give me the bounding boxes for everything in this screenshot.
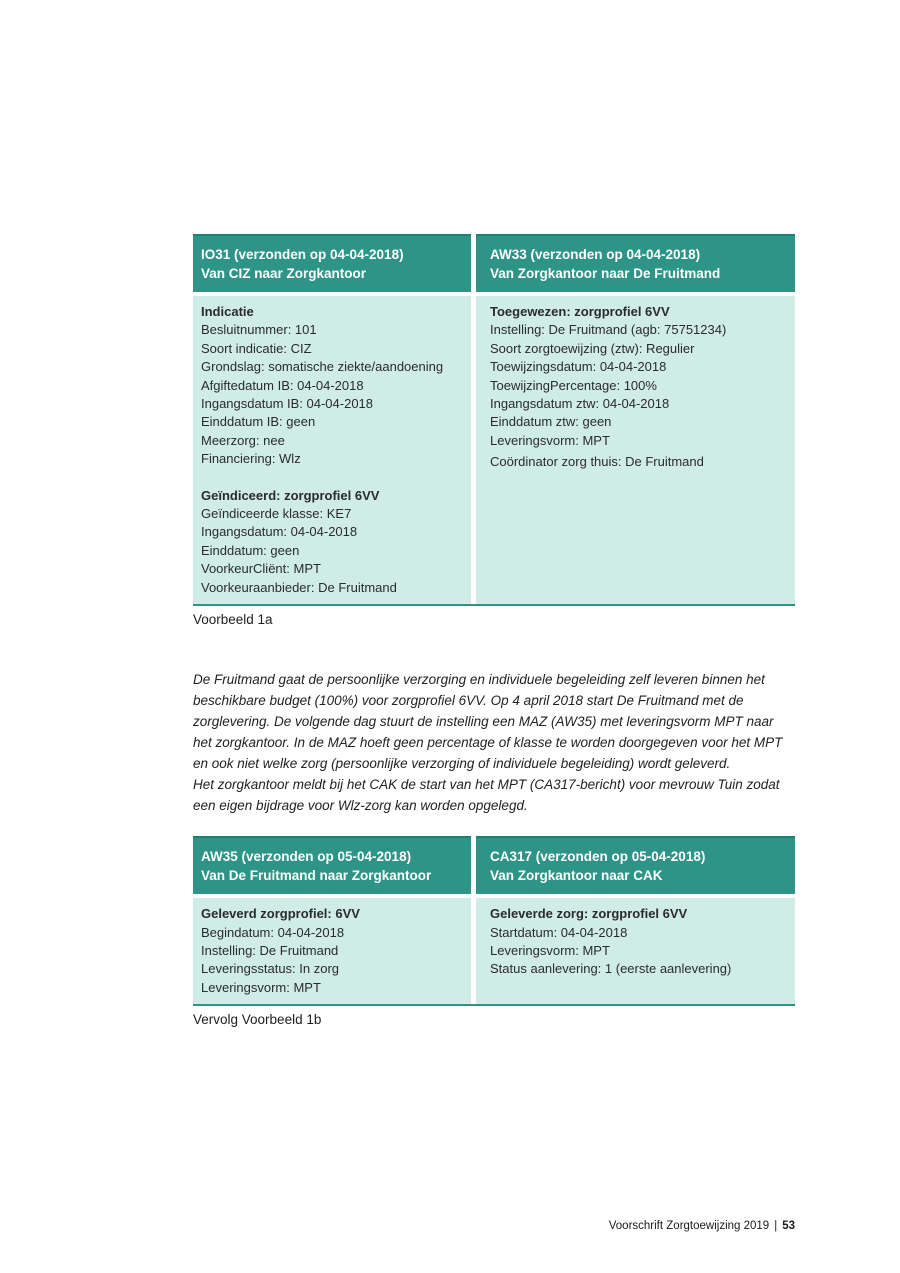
field-line: Leveringsvorm: MPT: [201, 979, 321, 995]
field-line: Ingangsdatum ztw: 04-04-2018: [490, 396, 670, 412]
message-header-cell: [193, 234, 471, 292]
field-line: Soort zorgtoewijzing (ztw): Regulier: [490, 340, 695, 356]
field-line: Ingangsdatum: 04-04-2018: [201, 524, 358, 540]
table-header-row: [193, 836, 795, 894]
narrative-paragraph-2: Het zorgkantoor meldt bij het CAK de start van het MPT (CA317-bericht) voor mevrouw Tuin zodat een eigen bijdrage voor Wlz-zorg kan worden opgelegd.: [193, 777, 780, 814]
field-group: [201, 487, 463, 597]
field-group-title: Geïndiceerd: zorgprofiel 6VV: [201, 487, 380, 503]
narrative-paragraph-1: De Fruitmand gaat de persoonlijke verzorging en individuele begeleiding zelf leveren binnen het beschikbare budget (100%) voor zorgprofiel 6VV. Op 4 april 2018 start De Fruitmand met de zorglevering. De volgende dag stuurt de instelling een MAZ (AW35) met leveringsvorm MPT naar het zorgkantoor. In de MAZ hoeft geen percentage of klasse te worden doorgegeven voor het MPT en ook niet welke zorg (persoonlijke verzorging of individuele begeleiding) wordt geleverd.: [193, 672, 783, 772]
page-footer: [609, 1220, 795, 1232]
message-route: Van De Fruitmand naar Zorgkantoor: [201, 868, 432, 884]
field-line: Afgiftedatum IB: 04-04-2018: [201, 377, 364, 393]
field-line: Einddatum IB: geen: [201, 414, 316, 430]
table-header-row: [193, 234, 795, 292]
message-route: Van CIZ naar Zorgkantoor: [201, 266, 367, 281]
field-group-title: Indicatie: [201, 304, 254, 319]
field-line: Voorkeuraanbieder: De Fruitmand: [201, 579, 397, 595]
field-line: Soort indicatie: CIZ: [201, 340, 312, 356]
message-code: CA317 (verzonden op 05-04-2018): [490, 849, 706, 865]
field-group: [201, 905, 463, 997]
field-line: Status aanlevering: 1 (eerste aanlevering): [490, 961, 732, 977]
message-body-cell: [193, 296, 471, 604]
message-header-cell: [476, 234, 795, 292]
field-line: Besluitnummer: 101: [201, 322, 317, 338]
field-line: Toewijzingsdatum: 04-04-2018: [490, 359, 667, 375]
field-line: Leveringsstatus: In zorg: [201, 961, 340, 977]
field-line: Einddatum ztw: geen: [490, 414, 612, 430]
field-group-title: Geleverde zorg: zorgprofiel 6VV: [490, 906, 688, 922]
field-line: Ingangsdatum IB: 04-04-2018: [201, 396, 374, 412]
field-line: Geïndiceerde klasse: KE7: [201, 506, 352, 522]
message-header-cell: [476, 836, 795, 894]
narrative-text: [193, 669, 795, 816]
footer-separator: |: [774, 1220, 778, 1232]
table-body-row: [193, 898, 795, 1004]
message-route: Van Zorgkantoor naar CAK: [490, 868, 663, 884]
field-line: Einddatum: geen: [201, 542, 300, 558]
message-table-voorbeeld-1a: [193, 234, 795, 606]
field-line: Instelling: De Fruitmand: [201, 942, 339, 958]
page-number: 53: [782, 1220, 795, 1232]
message-body-cell: [476, 898, 795, 1004]
field-line: Meerzorg: nee: [201, 432, 285, 448]
message-body-cell: [476, 296, 795, 604]
field-line: Grondslag: somatische ziekte/aandoening: [201, 359, 444, 375]
field-group: [201, 303, 463, 469]
field-line: VoorkeurCliënt: MPT: [201, 561, 321, 577]
field-group: [490, 905, 787, 979]
field-group-title: Toegewezen: zorgprofiel 6VV: [490, 304, 670, 319]
field-line: ToewijzingPercentage: 100%: [490, 377, 657, 393]
field-line: Startdatum: 04-04-2018: [490, 924, 628, 940]
message-route: Van Zorgkantoor naar De Fruitmand: [490, 266, 721, 281]
field-line: Coördinator zorg thuis: De Fruitmand: [490, 454, 704, 470]
message-code: AW33 (verzonden op 04-04-2018): [490, 247, 701, 262]
message-body-cell: [193, 898, 471, 1004]
field-group: [490, 303, 787, 472]
field-line: Leveringsvorm: MPT: [490, 432, 610, 448]
field-line: Leveringsvorm: MPT: [490, 942, 610, 958]
footer-title: Voorschrift Zorgtoewijzing 2019: [608, 1220, 770, 1232]
message-code: IO31 (verzonden op 04-04-2018): [201, 247, 404, 262]
table-body-row: [193, 296, 795, 604]
message-header-cell: [193, 836, 471, 894]
field-group-title: Geleverd zorgprofiel: 6VV: [201, 906, 360, 922]
field-line: Instelling: De Fruitmand (agb: 75751234): [490, 322, 727, 338]
field-line: Financiering: Wlz: [201, 451, 301, 467]
content-column: [193, 234, 795, 1028]
table-caption-1b: Vervolg Voorbeeld 1b: [193, 1012, 322, 1028]
message-code: AW35 (verzonden op 05-04-2018): [201, 849, 412, 865]
table-caption-1a: Voorbeeld 1a: [193, 612, 273, 628]
message-table-voorbeeld-1b: [193, 836, 795, 1006]
field-line: Begindatum: 04-04-2018: [201, 924, 345, 940]
